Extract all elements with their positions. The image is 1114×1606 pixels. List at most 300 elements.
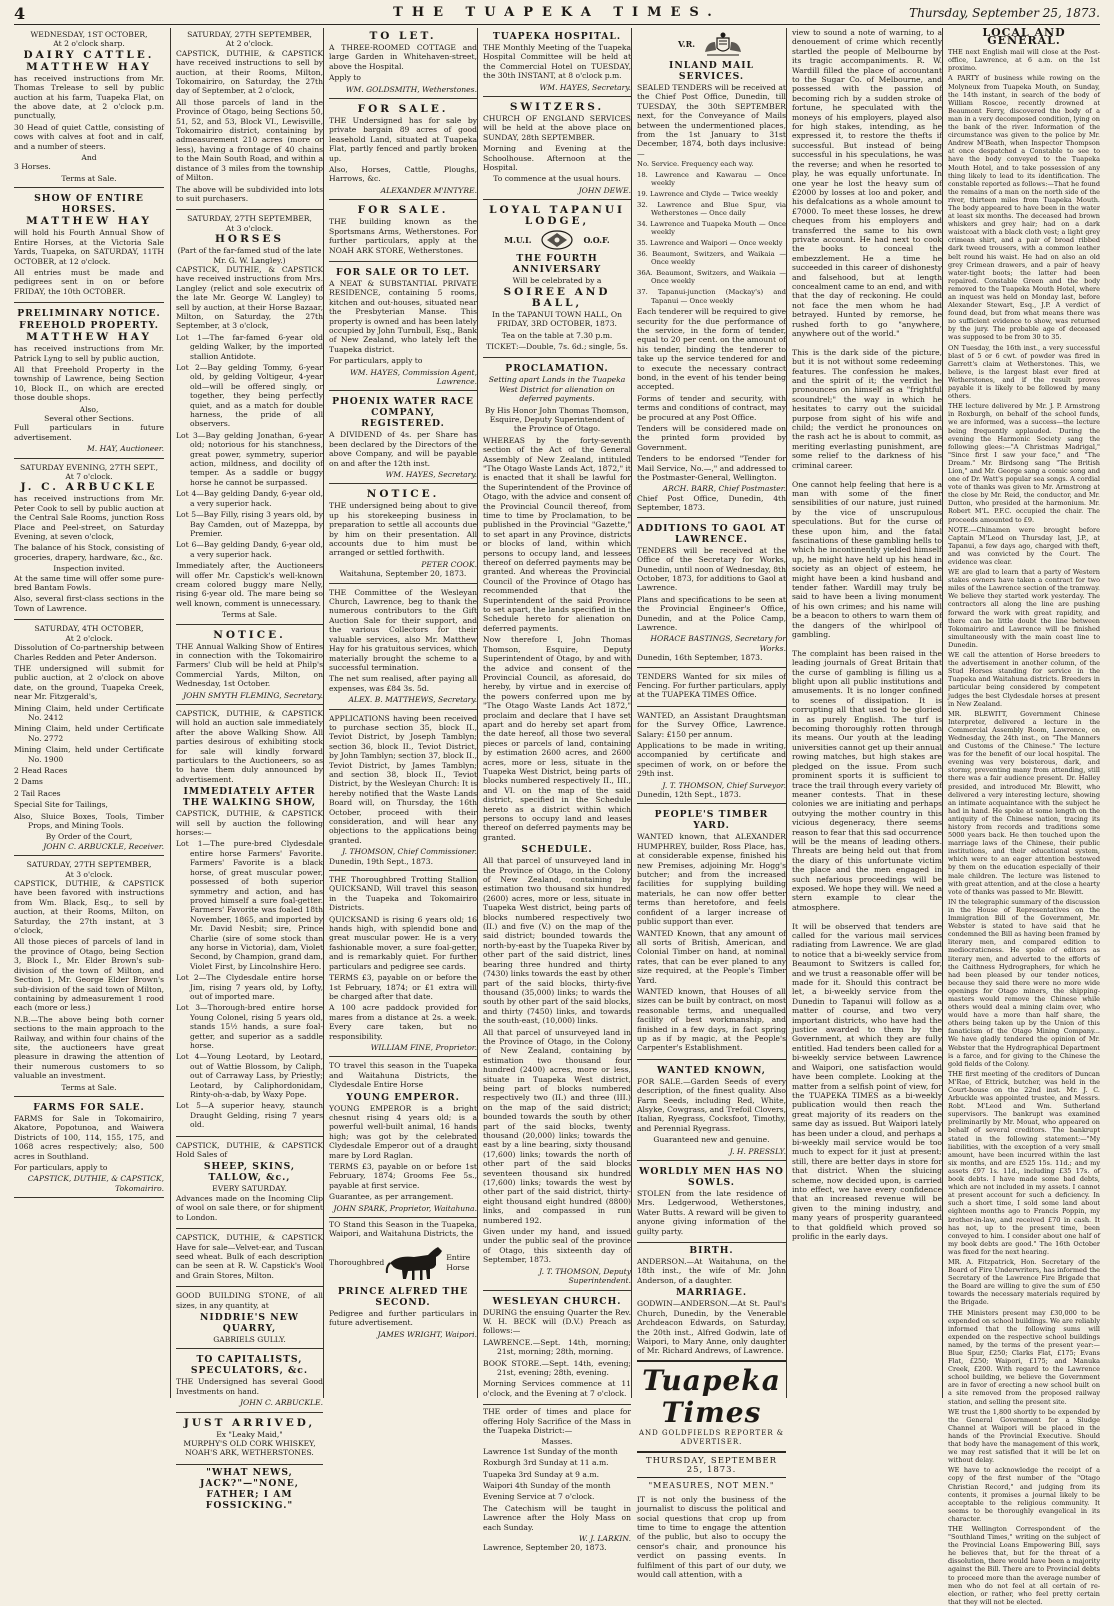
column-6 — [786, 28, 942, 1398]
ad-peoples-timber-yard — [637, 806, 786, 1059]
ad-item: 30 Head of quiet Cattle, consisting of cows with calves at foot and in calf, and a number of steers. — [14, 122, 164, 151]
ad-inland-mail — [637, 28, 786, 518]
ad-date: Lawrence, September 20, 1873. — [483, 1543, 607, 1553]
lot-item: Lot 4—Bay gelding Dandy, 6-year old, a very superior hack. — [176, 489, 323, 508]
editorial-text: IT is not only the business of the journalist to discuss the political and social questions that crop up from time to time to engage the attention of the public, but also to occupy the censor's chair, and pronounce his verdict on passing events. In fulfilment of this part of our duty, we would call attention, with a — [637, 1494, 786, 1579]
ad-heading: WESLEYAN CHURCH. — [492, 1295, 622, 1307]
editorial-nameplate — [637, 1360, 786, 1453]
event-tea: Tea on the table at 7.30 p.m. — [501, 330, 613, 340]
ad-subheading: Will be celebrated by a — [512, 276, 602, 286]
newspaper-nameplate: Tuapeka Times — [642, 1363, 781, 1429]
ad-mass-times — [483, 1407, 631, 1553]
ad-para: Applications to be made in writing, accompanied by certificate and specimen of work, on or before the 29th inst. — [637, 741, 786, 779]
list-item: Mining Claim, held under Certificate No. 1900 — [14, 745, 164, 764]
ad-terms: Terms at Sale. — [61, 1082, 117, 1092]
ad-dissolution-sale — [14, 622, 164, 856]
ad-body: THE building known as the Sportsmans Arms, Wetherstones. For further particulars, apply at the NOAH ARK STORE, Wetherstones. — [329, 217, 477, 255]
news-item: WE have to acknowledge the receipt of a copy of the first number of the "Otago Christian Record," and judging from its contents, it promises a journal likely to be acceptable to the religious community. It seems to be thoroughly evangelical in its character. — [948, 1466, 1100, 1523]
ad-signature: WM. HAYES, Secretary. — [539, 82, 631, 92]
list-item: 2 Dams — [14, 777, 43, 787]
ad-note: Guarantee, as per arrangement. — [329, 1192, 454, 1202]
ad-description: YOUNG EMPEROR is a bright chesnut rising 4 years old; is a powerful well-built animal, 16 hands high; was got by the celebrated Clydesdale Emperor out of a draught mare by Lord Raglan. — [329, 1103, 477, 1160]
ad-body: THE undersigned being about to give up his storekeeping business in preparation to settle all accounts due by him on their presentation. All accounts due to him must be arranged or settled forthwith. — [329, 501, 477, 558]
list-item: 2 Head Races — [14, 765, 68, 775]
sale-date: SATURDAY, 4TH OCTOBER, — [34, 624, 144, 634]
ad-date: Dunedin, 12th Sept., 1873. — [637, 790, 741, 800]
ad-body: has received instructions from Mr. Peter Cook to sell by public auction at the Central Sale Rooms, junction Ross Place and Peel-street, on Saturday Evening, at seven o'clock, — [14, 494, 164, 542]
news-item: WE trust the 1,800 shortly to be expended by the General Government for a Sludge Channel at Waipori will be placed in the hands of the Provincial Executive. Should that body have the management of this work, we may rest satisfied that it will be let on without delay. — [948, 1407, 1100, 1465]
oddfellows-emblem-icon — [537, 229, 577, 251]
ad-signature: J. T. THOMSON, Chief Surveyor. — [662, 780, 786, 790]
ad-inspection: Inspection invited. — [53, 564, 125, 574]
ad-horses-langley — [176, 212, 323, 624]
ad-after-walking-show — [176, 707, 323, 1137]
ad-milton-land-sale — [176, 28, 323, 210]
ad-phoenix-water-race — [329, 393, 477, 484]
news-item: ON Tuesday, the 16th inst., a very successful blast of 5 or 6 cwt. of powder was fired in Garrett's claim at Wetherstones. This, we believe, is the largest blast ever fired at Wetherstones, and if the result proves payable it is likely to be followed by many others. — [948, 343, 1100, 401]
ad-heading: INLAND MAIL SERVICES. — [669, 60, 754, 82]
ad-signature: W. J. LARKIN. — [578, 1534, 631, 1544]
ad-date: Dunedin, 19th Sept., 1873. — [329, 856, 433, 866]
lot-item: Lot 6—Bay gelding Dandy, 6-year old, a very superior hack. — [176, 540, 323, 559]
event-tickets: TICKET:—Double, 7s. 6d.; single, 5s. — [486, 341, 628, 351]
marriage-heading: MARRIAGE. — [675, 1287, 748, 1299]
ad-body: CAPSTICK, DUTHIE, & CAPSTICK will sell by auction the following horses:— — [176, 809, 323, 838]
ad-heading: PROCLAMATION. — [505, 363, 609, 375]
ad-item: Several other Sections. — [44, 413, 134, 423]
ad-body: DURING the ensuing Quarter the Rev. W. H. BECK will (D.V.) Preach as follows:— — [483, 1307, 631, 1336]
list-item: Waipori 4th Sunday of the month — [483, 1481, 611, 1490]
news-item: THE lecture delivered by Mr. J. P. Armstrong in Roxburgh, on behalf of the school funds, we are informed, was a success—the lecture being frequently applauded. During the evening the Harmonic Society sang the following glees:—"A Christmas Madrigal," "Since first I saw your face," and "The Dream." Mr. Birdsong sang "The British Lion," and Mr. George sang a comic song and one of Dr. Watt's popular sea songs. A cordial vote of thanks was given to Mr. Armstrong at the close by Mr. Reid, the conductor, and Mr. Dutton, who presided at the harmonium. Mr. Robert M'L. P.F.C. occupied the chair. The proceeds amounted to £9. — [948, 402, 1100, 524]
sale-time: At 7 o'clock. — [65, 472, 113, 481]
ad-body: CAPSTICK, DUTHIE, & CAPSTICK have received instructions from Mrs. Langley (relict and sole executrix of the late Mr. George W. Langley) to sell by auction, at their Horse Bazaar, Milton, on Saturday, the 27th September, at 3 o'clock, — [176, 264, 323, 331]
ad-item: Also, several first-class sections in the Town of Lawrence. — [14, 594, 164, 613]
lodge-oof: O.O.F. — [583, 234, 610, 245]
lot-item: Lot 1—The pure-bred Clydesdale entire horse Farmers' Favorite. Farmers' Favorite is a black horse, of great muscular power, possessed of both superior symmetry and action, and has proved himself a sure foal-getter. Farmers' Favorite was foaled 18th November, 1865, and imported by Mr. David Nesbit; sire, Prince Charlie (sire of some stock than any horse in Victoria), dam, Violet Second, by Champion, grand dam, Violet First, by Lincolnshire Hero. — [176, 839, 323, 971]
editorial-continuation: view to sound a note of warning, to a denouement of crime which recently startled the people of Melbourne by its tragic accompaniments. R. W. Wardill filled the place of accountant to the Sugar Co. of Melbourne, and possessed with the passion of becoming rich by a sudden stroke of fortune, he speculated with the moneys of his employers, played also for high stakes, intending, as he expressed it, to restore the thefts if successful. But instead of being successful in his speculations, he was the reverse; and when he resorted to play, he was equally unfortunate. In one year he lost the heavy sum of £2000 by losses at loo and poker, and his defalcations as a whole amount to £7000. To meet these losses, he drew cheques from his employers and transferred the same to his own private account. He had next to cook the books to conceal the embezzlement. He a time he succeeded in this career of dishonesty and falsehood, but at length concealment came to an end, and with that the day of reckoning. He could not face the men whom he had betrayed. Hunted by remorse, he rushed forth to go "anywhere, anywhere out of the world." This is the dark side of the picture, but it is not without some redeeming features. The confession he makes, and the spirit of it; the verdict he pronounces on himself as a "frightful scoundrel;" the way in which he hesitates to carry out the suicidal purpose from sight of his wife and child; the verdict he pronounces on the rash act he is about to commit, as meriting everlasting punishment, are some relief to the darkness of his criminal career. One cannot help feeling that here is a man with some of the finer sensibilities of our nature, just ruined by the vice of unscrupulous speculations. But for the curse of these upon him, and the fatal fascinations of these gambling hells to which he incontinently yielded himself up, he might have held up his head in society as an object of esteem, he might have been a kind husband and tender father. Wardill may truly be said to have been a living monument of his own crimes; and his name will be a beacon to others to warn them of the dangers of the whirlpool of gambling. The complaint has been raised in the leading journals of Great Britain that the curse of gambling is filling us a blight upon all public institutions and amusements. It is no longer confined to scenes of dissipation. It is corrupting all that used to be gloried in as purely English. The turf is becoming thoroughly rotten through its means. Our youth at the leading universities cannot get up their annual rowing matches, but high stakes are pledged on the issue. From such prominent sports it is sufficient to trace the trail through every variety of meaner contests. That in these colonies we are initiating and perhaps outvying the mother country in this vicious degeneracy, there seems reason to fear that this sad occurrence will be the means of leading others. Threats are being held out that from the diary of this unfortunate victim the place and the men engaged in such nefarious proceedings will be exposed. We hope they will. We need a stern example to clear the atmosphere. It will be observed that tenders are called for the various mail services radiating from Lawrence. We are glad to notice that a bi-weekly service from Beaumont to Switzers is called for, and we trust a reasonable offer will be made for it. Should this contract be let, a bi-weekly service from the Dunedin to Tapanui will follow as a matter of course, and two very important districts, who have had the justice awarded to them by the Government, at which they are fully entitled. Had tenders been called for a bi-weekly service between Lawrence and Waipori, one satisfaction would have been complete. Looking at the matter from a selfish point of view, for the TUAPEKA TIMES as a bi-weekly publication would then reach the great majority of its readers on the same day as issued. But Waipori lately has been under a cloud, and perhaps a bi-weekly mail service would be too much to expect for it just at present; still, there are better days in store for that district. When the sluicing scheme, now decided upon, is carried into effect, we have every confidence that an increased revenue will be given to the mining industry, and many years of prosperity guaranteed to that goldfield which proved so prolific in the early days. — [792, 28, 943, 1241]
ad-body: MURPHY'S OLD CORK WHISKEY, NOAH'S ARK, WETHERSTONES. — [183, 1438, 316, 1458]
column-1 — [14, 28, 164, 1398]
ad-body: CHURCH OF ENGLAND SERVICES will be held at the above place on SUNDAY, 28th SEPTEMBER. — [483, 114, 631, 142]
ad-signature: PETER COOK. — [421, 559, 477, 569]
ad-quicksand-stallion — [329, 873, 477, 1057]
ad-heading: IMMEDIATELY AFTER THE WALKING SHOW, — [182, 786, 317, 809]
lot-item: Lot 4—Young Leotard, by Leotard, out of Wattie Blossom, by Caliph, out of Carraway Lass, by Priestly; Leotard, by Caliphordonidam, Rinty-oh-a-dab, by Waxy Pope. — [176, 1052, 323, 1100]
table-row: 37. Tapanui-junction (Mackay's) and Tapanui — Once weekly — [637, 287, 786, 305]
auctioneer-name: J. C. ARBUCKLE — [20, 481, 158, 494]
ad-date: Waitahuna, September 20, 1873. — [339, 569, 467, 579]
ad-heading: NOTICE. — [213, 628, 286, 641]
ad-times: Morning and Evening at the Schoolhouse. Afternoon at the Hospital. — [483, 144, 631, 173]
ad-body: "WHAT NEWS, JACK?"—"NONE, FATHER; I AM FOSSICKING." — [200, 1466, 299, 1511]
ad-apply: Apply to — [329, 73, 361, 83]
table-row: 18. Lawrence and Kawarau — Once weekly — [637, 170, 786, 188]
crest-row — [637, 32, 786, 58]
ad-heading: NOTICE. — [366, 488, 440, 501]
ad-show-entire-horses — [14, 190, 164, 303]
sale-time: At 2 o'clock. — [65, 633, 113, 643]
ad-description: QUICKSAND is rising 6 years old; 16 hands high, with splendid bone and great muscular power. He is a very fashionable mover, a sure foal-getter, and is remarkably quiet. For further particulars and pedigree see cards. — [329, 914, 477, 971]
ad-heading: FOR SALE OR TO LET. — [336, 266, 470, 278]
list-item: Roxburgh 3rd Sunday at 11 a.m. — [483, 1458, 609, 1468]
sale-date: SATURDAY, 27TH SEPTEMBER, — [26, 860, 152, 870]
ad-body: CAPSTICK, DUTHIE, & CAPSTICK have been favored with instructions from Wm. Black, Esq., to sell by auction, at their Rooms, Milton, on Saturday, the 27th instant, at 3 o'clock, — [14, 879, 164, 936]
column-4 — [477, 28, 631, 1553]
ad-body: TENDERS will be received at the Office of the Secretary for Works, Dunedin, until noon of Wednesday, 8th October, 1873, for additions to Gaol at Lawrence. — [637, 545, 786, 593]
proclamation-para: WHEREAS by the forty-seventh section of the Act of the General Assembly of New Zealand, intituled "The Otago Waste Lands Act, 1872," it is enacted that it shall be lawful for the Superintendent of the Province of Otago, with the advice and consent of the Provincial Council thereof, from time to time by Proclamation, to be published in the Provincial "Gazette," to set apart in any Province, districts or blocks of land, within which persons to occupy land, and lessees thereof on deferred payments may be granted. And whereas the Provincial Council of the Province of Otago has recommended that the Superintendent of the said Province to set apart, the lands specified in the Schedule hereto for alienation on deferred payments. — [483, 435, 631, 633]
ad-description: Pedigree and further particulars in future advertisement. — [329, 1308, 477, 1328]
news-item: THE first meeting of the creditors of Duncan M'Rae, of Ettrick, butcher, was held in the Court-house on the 22nd inst. Mr. J. C. Arbuckle was appointed trustee, and Messrs. Robt. M'Leod and Wm. Sutherland supervisors. The bankrupt was examined preliminarily by Mr. Mouat, who appeared on behalf of several creditors. The bankrupt stated in the following statement:—"My liabilities, with the exception of a very small amount, have been incurred within the last six months, and are £525 15s. 11d.; and my assets £97 1s. 11d., including £35 17s. of book debts. I have made some bad debts, which are not included in my assets. I cannot at present account for such a deficiency. In such a short time, I sold some land about eighteen months ago to Francis Poppin, my brother-in-law, and received £70 in cash. It has not, up to the present time, been conveyed to him. I consider about one half of my book debts are good." The 16th October was fixed for the next hearing. — [948, 1069, 1100, 1256]
list-item: LAWRENCE.—Sept. 14th, morning; 21st, morning; 28th, morning. — [483, 1337, 631, 1357]
lodge-muh: M.U.I. — [504, 234, 532, 245]
ad-signature: CAPSTICK, DUTHIE, & CAPSTICK, Tokomairiro. — [27, 1174, 164, 1193]
ad-land-applications — [329, 712, 477, 872]
ad-signature: ALEX. B. MATTHEWS, Secretary. — [348, 695, 477, 705]
sale-date: WEDNESDAY, 1ST OCTOBER, — [30, 30, 148, 39]
ad-heading: SHOW OF ENTIRE HORSES. — [34, 193, 144, 216]
schedule-heading: SCHEDULE. — [521, 844, 593, 856]
table-row: 36. Beaumont, Switzers, and Waikaia — Once weekly — [637, 249, 786, 267]
ad-heading: WANTED KNOWN, — [657, 1064, 766, 1076]
ad-just-arrived — [176, 1415, 323, 1465]
ad-signature: WILLIAM FINE, Proprietor. — [370, 1042, 477, 1052]
schedule-para: All that parcel of unsurveyed land in the Province of Otago, in the Colony of New Zealand, containing by estimation two thousand six hundred (2600) acres, more or less, situate in Tuapeka West district, being parts of blocks numbered respectively two (II.) and five (V.) on the map of the said district; bounded towards the north-by-east by the Tuapeka River by other part of the said district, lines bearing three hundred and thirty (7430) links towards the east by other part of the said blocks, thirty-five thousand (35,000) links; to wards the south by other part of the said blocks, and thirty (7450) links, and towards the south-east, (10,000) links. — [483, 856, 631, 1026]
ad-proclamation — [483, 360, 631, 1290]
ad-para: Forms of tender and security, with terms and conditions of contract, may be procured at any Post Office. — [637, 393, 786, 422]
news-item: NOTE.—Chinamen were brought before Captain M'Leod on Thursday last, J.P., at Tapanui, a few days ago, charged with theft, and was convicted by the Court. The evidence was clear. — [948, 525, 1100, 566]
list-item: Tuapeka 3rd Sunday at 9 a.m. — [483, 1469, 599, 1479]
table-row: 36A. Beaumont, Switzers, and Waikaia — Once weekly — [637, 268, 786, 286]
ad-heading: PRELIMINARY NOTICE. — [17, 308, 161, 320]
vr-monogram: V.R. — [677, 39, 696, 50]
editorial-date: THURSDAY, SEPTEMBER 25, 1873. — [637, 1457, 786, 1479]
auctioneer-name: MATTHEW HAY — [26, 331, 152, 344]
ad-heading: JUST ARRIVED, — [183, 1416, 316, 1429]
ad-item: All that Freehold Property in the township of Lawrence, being Section 10, Block II., on which are erected those double shops. — [14, 364, 164, 403]
ad-note: The above will be subdivided into lots to suit purchasers. — [176, 184, 323, 203]
ad-farms-for-sale — [14, 1099, 164, 1198]
newspaper-running-title: THE TUAPEKA TIMES. — [393, 5, 721, 20]
ad-body: will hold his Fourth Annual Show of Entire Horses, at the Victoria Sale Yards, Tuapeka, on SATURDAY, 11TH OCTOBER, at 12 o'clock. — [14, 228, 164, 266]
ad-body: WANTED, an Assistant Draughtsman for the Survey Office, Lawrence. Salary: £150 per annum. — [637, 710, 786, 739]
news-item: A PARTY of business while rowing on the Molyneux from Tuapeka Mouth, on Sunday, the 14th instant, in search of the body of William Roscoe, recently drowned at Beaumont Ferry, discovered the body of a man in a very decomposed condition, lying on the bank of the river. Information of the circumstance was given to the police by Mr. Andrew M'Beath, when Inspector Thompson at once despatched a Constable to see to have the body conveyed to the Tuapeka Mouth Hotel, and to take possession of any thing likely to lead to its identification. The constable reported as follows:—That he found the remains of a man on the north side of the river, thirteen miles from Tuapeka Mouth. The body appeared to have been in the water at least six months. The deceased had brown whiskers and grey hair; had on a dark waistcoat with a black cloth vest; a light grey crimean shirt, and a pair of broad ribbed dark tweed trousers, with a common leather belt round his waist. He had on also an old grey Crimean drawers, and a pair of heavy water-tight boots; the latter had been repaired. Constable Green and the body removed to the Tuapeka Mouth Hotel, where an inquest was held on Monday last, before Alexander Stewart, Esq., J.P. A verdict of found dead, but from what means there was no sufficient evidence to show, was returned by the jury. The probable age of deceased was supposed to be from 30 to 35. — [948, 74, 1100, 342]
royal-coat-of-arms-icon — [701, 32, 745, 58]
sale-time: At 3 o'clock. — [225, 223, 274, 233]
ad-private-residence — [329, 264, 477, 391]
lot-item: Lot 2—The Clydesdale entire horse Jim, rising 7 years old, by Lofty, out of imported mare. — [176, 973, 323, 1001]
ad-milton-sections — [14, 858, 164, 1097]
ad-heading: ADDITIONS TO GAOL AT LAWRENCE. — [637, 522, 786, 545]
lot-item: Lot 2—Bay gelding Tommy, 6-year old, by gelding Voltigeur, 4-year old—will be offered singly, or together, they being perfectly quiet, and as a match for double harness, the pride of all observers. — [176, 363, 323, 429]
ad-body: THE Undersigned has several Good Investments on hand. — [176, 1377, 323, 1396]
lodge-emblem-row — [483, 229, 631, 251]
news-item: THE next English mail will close at the Post-office, Lawrence, at 6 a.m. on the 1st proximo. — [948, 48, 1100, 73]
marriage-notice: GODWIN—ANDERSON.—At St. Paul's Church, Dunedin, by the Venerable Archdeacon Edwards, on Saturday, the 20th inst., Alfred Godwin, late of Waipori, to Mary Anne, only daughter of Mr. Richard Andrews, of Lawrence. — [637, 1299, 786, 1356]
ad-wesleyan-church — [483, 1293, 631, 1406]
ad-body: By His Honor John Thomas Thomson, Esquire, Deputy Superintendent of the Province of Otago. — [484, 405, 630, 434]
ad-heading: NIDDRIE'S NEW QUARRY, — [200, 1311, 299, 1334]
ad-building-stone — [176, 1289, 323, 1349]
column-7 — [942, 26, 1100, 1606]
proclamation-given: Given under my hand, and issued under the public seal of the province of Otago, this sixteenth day of September, 1873. — [483, 1227, 631, 1265]
ad-heading: TO CAPITALISTS, SPECULATORS, &c. — [190, 1354, 309, 1377]
sale-time: At 3 o'clock. — [65, 869, 113, 879]
ad-body: STOLEN from the late residence of Mrs. Ledgerwood, Wetherstones, Water Butts. A reward will be given to anyone giving information of the guilty party. — [637, 1189, 786, 1236]
ad-apply: For particulars, apply to — [329, 356, 423, 366]
lot-item: Lot 3—Thorough-bred entire horse Young Colonel, rising 5 years old, stands 15½ hands, a sure foal-getter, and superior as a saddle horse. — [176, 1003, 323, 1050]
news-item: MR. BLEWITT, Government Chinese Interpreter, delivered a lecture in the Commercial Assembly Room, Lawrence, on Wednesday, the 24th inst., on "The Manners and Customs of the Chinese." The lecture was for the benefit of our local hospital. The evening was very boisterous, dark, and stormy, preventing many from attending, still there was a fair audience present. Dr. Halley presided, and introduced Mr. Blewitt, who delivered a very interesting lecture, showing an intimate acquaintance with the subject he had in hand. He spoke at some length on the antiquity of the Chinese nation, tracing its history from records and traditions some 5000 years back. He then touched upon the marriage laws of the Chinese, their public institutions, and their educational system, which were to an eager attention bestowed by them on the education especially of their male children. The lecture was listened to with great attention, and at the close a hearty vote of thanks was passed to Mr. Blewitt. — [948, 709, 1100, 896]
ad-body: has received instructions from Mr. Thomas Trelease to sell by public auction at his farm, Tuapeka Flat, on the above date, at 2 o'clock p.m. punctually, — [14, 73, 164, 121]
sale-date: SATURDAY, 27TH SEPTEMBER, — [187, 214, 312, 224]
lot-item: Lot 3—Bay gelding Jonathan, 6-year old; notorious for his stanchness, great power, symmetry, superior action, mildness, and docility of temper. As a saddle or buggy horse he cannot be surpassed. — [176, 430, 323, 487]
ad-body: A DIVIDEND of 4s. per Share has been declared by the Directors of the above Company, and will be payable on and after the 12th inst. — [329, 430, 477, 468]
ad-item: The balance of his Stock, consisting of groceries, drapery, hardware, &c., &c. — [14, 543, 164, 562]
ad-subheading: Masses. — [541, 1437, 573, 1447]
ad-draughtsman-wanted — [637, 709, 786, 805]
ad-seed-wheat — [176, 1231, 323, 1287]
page-number: 4 — [14, 4, 26, 23]
ad-preliminary-notice — [14, 305, 164, 458]
ad-young-emperor — [329, 1059, 477, 1218]
list-item: Morning Services commence at 11 o'clock, and the Evening at 7 o'clock. — [483, 1379, 631, 1398]
table-row: 19. Lawrence and Clyde — Twice weekly — [637, 190, 778, 199]
ad-heading: SWITZERS. — [509, 101, 605, 114]
lot-item: Lot 5—A superior heavy, staunch Draught Gelding, rising 7 years old. — [176, 1101, 323, 1130]
news-item: THE Ministers present may £30,000 to be expended on school buildings. We are reliably informed that the following sums will expended on the respective school buildings named, by the terms of the present year:—Blue Spur, £250; Clarks Flat, £175; Evans Flat, £250; Waipori, £175; and Manuka Creek, £200. With regard to the Lawrence school building, we believe the Government are in favor of erecting a new school built on a site removed from the proposed railway station, and selling the present site. — [948, 1308, 1100, 1406]
ad-item: All those parcels of land in the Province of Otago, being Sections 50, 51, 52, and 53, Block VI., Lewisville, Tokomairiro district, containing by admeasurement 210 acres (more or less), having a frontage of 40 chains to the Main South Road, and within a distance of 3 miles from the township of Milton. — [176, 97, 323, 183]
lot-item: Lot 5—Bay Filly, rising 3 years old, by Bay Camden, out of Mazeppa, by Premier. — [176, 510, 323, 538]
section-heading: LOCAL AND GENERAL. — [982, 26, 1066, 48]
sale-date: SATURDAY EVENING, 27TH SEPT., — [19, 462, 159, 472]
ad-body: THE Undersigned has for sale by private bargain 89 acres of good leasehold Land, situated at Tuapeka Flat, partly fenced and partly broken up. — [329, 116, 477, 163]
ad-body: TO travel this season in the Tuapeka and Waitahuna Districts, the Clydesdale Entire Horse — [329, 1061, 477, 1090]
ad-walking-show-notice — [176, 627, 323, 705]
ad-heading: FOR SALE. — [357, 204, 449, 217]
ad-arbuckle-evening-sale — [14, 461, 164, 621]
ad-body: TO Stand this Season in the Tuapeka, Waipori, and Waitahuna Districts, the — [329, 1220, 477, 1239]
ad-body: WANTED Known, that any amount of all sorts of British, American, and Colonial Timber on hand, at nominal rates, that can be ever planed to any size required, at the People's Timber Yard. — [637, 928, 786, 985]
ad-body: THE order of times and place for offering Holy Sacrifice of the Mass in the Tuapeka District:— — [483, 1407, 631, 1435]
ad-note: Immediately after, the Auctioneers will offer Mr. Capstick's well-known cream colored buggy mare Nelly, rising 6-year old. The mare being so well known, comment is unnecessary. — [176, 561, 323, 608]
event-place: In the TAPANUI TOWN HALL, On FRIDAY, 3RD OCTOBER, 1873. — [492, 309, 622, 329]
ad-body: has received instructions from Mr. Patrick Lyng to sell by public auction, — [14, 344, 164, 363]
auctioneer-name: MATTHEW HAY — [26, 215, 152, 228]
ad-sportsmans-arms — [329, 202, 477, 262]
sale-time: At 2 o'clock. — [225, 39, 274, 49]
ad-body: SEALED TENDERS will be received at the Chief Post Office, Dunedin, till TUESDAY, the 30th SEPTEMBER next, for the Conveyance of Mails between the undermentioned places, from the 1st January to 31st December, 1874, both days inclusive:— — [637, 83, 786, 158]
ad-terms: TERMS £3, payable on or before the 1st February, 1874; or £1 extra will be charged after that date. — [329, 973, 477, 1001]
lot-item: Lot 1—The far-famed 6-year old gelding Walker, by the imported stallion Antidote. — [176, 332, 323, 361]
masthead — [14, 4, 1100, 25]
ad-signature: JOHN SPARK, Proprietor, Waitahuna. — [333, 1203, 477, 1213]
ad-signature: J. THOMSON, Chief Commissioner. — [342, 847, 477, 857]
ad-subheading: Setting apart Lands in the Tuapeka West District for alienation on deferred payments. — [488, 375, 626, 404]
ad-signature: JOHN DEWE. — [578, 185, 631, 195]
ad-heading: HORSES — [215, 233, 284, 246]
ad-body: WANTED known, that Houses of all sizes can be built by contract, on most reasonable terms, and unequalled facility of best workmanship, and finished in a few days, in fact spring up as if by magic, at the People's Carpenter's Establishment. — [637, 986, 786, 1053]
issue-date: Thursday, September 25, 1873. — [909, 6, 1100, 20]
column-5 — [631, 28, 786, 1579]
ad-terms: TERMS £3, payable on or before 1st February, 1874; Grooms Fee 5s., payable at first service. — [329, 1162, 477, 1190]
ad-body: WANTED known, that ALEXANDER HUMPHREY, builder, Ross Place, has, at considerable expense, finished his new Premises, adjoining Mr. Hogg's butcher; and from the increased facilities for supplying building materials, he can now offer better terms than heretofore, and feels confident of a larger increase of public support than ever. — [637, 832, 786, 927]
ad-switzers-church — [483, 99, 631, 200]
ad-body: THE undersigned will submit for public auction, at 2 o'clock on above date, on the ground, Tuapeka Creek, near Mr. Fitzgerald's, — [14, 663, 164, 702]
horse-label-right: Entire Horse — [446, 1253, 471, 1272]
ad-heading: FOR SALE. — [357, 103, 449, 116]
horse-name: YOUNG EMPEROR. — [346, 1091, 460, 1103]
ad-sheep-skins — [176, 1139, 323, 1229]
ad-heading: PEOPLE'S TIMBER YARD. — [654, 809, 769, 832]
ad-signature: GABRIELS GULLY. — [213, 1334, 286, 1344]
ad-note: Full particulars in future advertisement. — [14, 423, 164, 442]
ad-signature: ALEXANDER M'INTYRE. — [380, 185, 477, 195]
ad-intro: Dissolution of Co-partnership between Charles Redden and Peter Anderson. — [14, 643, 164, 662]
ad-body: THE Thoroughbred Trotting Stallion QUICKSAND, Will travel this season in the Tuapeka and Tokomairiro Districts. — [329, 875, 477, 913]
ad-body: FOR SALE.—Garden Seeds of every description, of the finest quality. Also Farm Seeds, including Red, White, Alsyke, Cowgrass, and Trefoil Clovers, Italian, Ryegrass, Cocksfoot, Timothy, and Perennial Ryegrass. — [637, 1076, 786, 1133]
ad-also: Also, — [79, 404, 99, 414]
column-3 — [323, 28, 477, 1398]
ad-peter-cook-notice — [329, 486, 477, 583]
ad-note: N.B.—The above being both corner sections to the main approach to the Railway, and within four chains of the site, the auctioneers have great pleasure in drawing the attention of their numerous customers to so valuable an investment. — [14, 1014, 164, 1081]
ad-subheading: (Part of the far-famed stud of the late Mr. G. W. Langley.) — [177, 246, 322, 265]
ad-tuapeka-hospital — [483, 28, 631, 97]
ad-note: For particulars, apply to — [14, 1163, 108, 1172]
sale-date: SATURDAY, 27TH SEPTEMBER, — [187, 30, 312, 39]
ad-signature: ARCH. BARR, Chief Postmaster. — [662, 484, 786, 494]
ad-note: All entries must be made and pedigrees sent in on or before FRIDAY, the 10th OCTOBER. — [14, 267, 164, 296]
notices-birth-marriage — [637, 1245, 786, 1356]
ad-body: APPLICATIONS having been received to purchase section 35, block II., Teviot District, by Joseph Tamblyn; section 36, block II., Teviot District, by John Tamblyn; section 37, block II., Teviot District, by James Tamblyn; and section 38, block II., Teviot District, by the Wesleyan Church: It is hereby notified that the Waste Lands Board will, on Thursday, the 16th October, proceed with their consideration, and will hear any objections to the applications being granted. — [329, 713, 477, 845]
ad-para: Each tenderer will be required to give security for the due performance of the service, in the form of tender, equal to 20 per cent. on the amount of his tender, binding the tenderer to take up the service tendered for and to execute the necessary contract bond, in the event of his tender being accepted. — [637, 307, 786, 392]
ad-to-let — [329, 28, 477, 99]
ad-body: CAPSTICK, DUTHIE, & CAPSTICK have received instructions to sell by auction, at their Rooms, Milton, Tokomairiro, on Saturday, the 27th day of September, at 2 o'clock, — [176, 48, 323, 96]
horse-name: PRINCE ALFRED THE SECOND. — [337, 1285, 469, 1308]
ad-body: CAPSTICK, DUTHIE, & CAPSTICK will hold an auction sale immediately after the above Walking Show. All parties desirous of exhibiting stock for sale will kindly forward particulars to the Auctioneers, so as to have them duly announced by advertisement. — [176, 709, 323, 784]
ad-body: THE Committee of the Wesleyan Church, Lawrence, beg to thank the numerous contributors to the Gift Auction Sale for their support, and the various Collectors for their valuable services, also Mr. Matthew Hay for his gratuitous services, which materially brought the scheme to a successful termination. — [329, 587, 477, 672]
proclamation-para: Now therefore I, John Thomas Thomson, Esquire, Deputy Superintendent of Otago, by and with the advice and consent of the Provincial Council, as aforesaid, do hereby, by virtue and in exercise of the powers conferred upon me by "The Otago Waste Lands Act 1872," proclaim and declare that I have set apart and do hereby set apart from the date hereof, all those two several pieces or parcels of land, containing by estimation 2600 acres, and 2600 acres, more or less, situate in the Tuapeka West District, being parts of blocks numbered respectively II., III., and VI. on the map of the said district, specified in the Schedule hereto as a district within which persons to occupy land and leases thereof on deferred payments may be granted. — [483, 635, 631, 842]
column-2 — [170, 28, 323, 1511]
list-item: The Catechism will be taught in Lawrence after the Holy Mass on each Sunday. — [483, 1503, 631, 1532]
ad-body: CAPSTICK, DUTHIE, & CAPSTICK Have for sale—Velvet-ear, and Tuscan seed wheat. Bulk of each description can be seen at R. W. Capstick's Wool and Grain Stores, Milton. — [176, 1233, 323, 1280]
auctioneer-name: MATTHEW HAY — [26, 60, 152, 73]
list-item: Special Site for Tailings, — [14, 800, 108, 810]
horse-label-left: Thoroughbred — [329, 1258, 385, 1268]
ad-terms: Terms at Sale. — [61, 173, 117, 183]
ad-body: A THREE-ROOMED COTTAGE and large Garden in Whitehaven-street, above the Hospital. — [329, 43, 477, 71]
news-item: IN the telegraphic summary of the discussion in the House of Representatives on the Immigration Bill of the Government, Mr. Webster is stated to have said that he condemned the Bill as having been framed by literary men, and compared edition to mediocraticness. He spoke of editors as literary men, and adverted to the efforts of the Caithness Hydrographers, for which he had been pleased by our tender notices, because they said there were no more wide openings for Otago miners, the shipping-masters would remove the Chinese while others would deal a mining claim over, who would have a more than half share, the others being taken up by the Union of this fanaticism of the Otago Mining Company... We have gladly tendered the opinion of Mr. Webster that the Hydrographical Department is a farce, and for giving to the Chinese the gold fields of the Colony. — [948, 897, 1100, 1068]
ad-para: Tenders to be endorsed "Tender for Mail Service, No.—," and addressed to the Postmaster-General, Wellington. — [637, 454, 786, 483]
ad-note: Advances made on the Incoming Clip of wool on sale there, or for shipment to London. — [176, 1193, 323, 1222]
table-row: 34. Lawrence and Tuapeka Mouth — Once weekly — [637, 219, 786, 237]
ad-body: THE Annual Walking Show of Entires in connection with the Tokomairiro Farmers' Club will be held at Philp's Commercial Yards, Milton, on Wednesday, 1st October. — [176, 641, 323, 689]
list-item: Mining Claim, held under Certificate No. 2412 — [14, 703, 164, 722]
ad-worldly-men — [637, 1163, 786, 1243]
ad-para: Plans and specifications to be seen at the Provincial Engineer's Office, Dunedin, and at the Police Camp, Lawrence. — [637, 594, 786, 632]
ad-note: To commence at the usual hours. — [493, 174, 621, 184]
event-name: SOIREE AND BALL, — [503, 285, 611, 309]
ad-prince-alfred — [329, 1220, 477, 1339]
ad-heading: FARMS FOR SALE. — [33, 1101, 145, 1113]
ad-terms: Terms at Sale. — [221, 610, 278, 620]
list-item: Mining Claim, held under Certificate No. 2772 — [14, 724, 164, 743]
ad-heading: THE FOURTH ANNIVERSARY — [512, 253, 602, 276]
ad-heading: TO LET. — [369, 30, 437, 42]
ad-fencing-tenders — [637, 670, 786, 707]
ad-item: All those pieces of parcels of land in the province of Otago, being Section 3, Block I., Mr. Elder Brown's sub-division of the town of Milton, and Section 1, Mr. George Elder Brown's sub-division of the said town of Milton, containing by admeasurement 1 rood each (more or less.) — [14, 937, 164, 1013]
table-header: No. Service. Frequency each way. — [637, 160, 754, 169]
ad-body: A NEAT & SUBSTANTIAL PRIVATE RESIDENCE, containing 5 rooms, kitchen and out-houses, situated near the Presbyterian Manse. This property is owned and has been lately occupied by John Turnbull, Esq., Bank of New Zealand, who lately left the Tuapeka district. — [329, 278, 477, 354]
ad-also: Also, Horses, Cattle, Ploughs, Harrows, &c. — [329, 165, 477, 184]
lodge-title: LOYAL TAPANUI LODGE, — [489, 204, 625, 228]
ad-and: And — [81, 153, 97, 163]
schedule-para: All that parcel of unsurveyed land in the Province of Otago, in the Colony of New Zealand, containing by estimation two thousand four hundred (2400) acres, more or less, situate in Tuapeka West district, being part of blocks numbered respectively two (II.) and three (III.) on the map of the said district; bounded towards the south by other part of the said blocks, twenty thousand (20,000) links; towards the east by a line bearing, sixty thousand (17,600) links; towards the north of other part of the said blocks seventeen thousand six hundred (17,600) links; towards the west by other part of the said district, thirty-eight thousand eight hundred (8800) links, and compassed in run numbered 192. — [483, 1027, 631, 1225]
ad-heading: DAIRY CATTLE. — [23, 48, 155, 61]
ad-dairy-cattle — [14, 28, 164, 188]
ad-item: At the same time will offer some pure-bred Bantam Fowls. — [14, 573, 164, 593]
news-item: WE call the attention of Horse breeders to the advertisement in another column, of the Stud Horses standing for service in the Tuapeka and Waitahuna districts. Breeders in particular being considered by competent judges the best Clydesdale horses at present in New Zealand. — [948, 651, 1100, 708]
ad-signature: M. HAY, Auctioneer. — [86, 444, 164, 454]
ad-signature: J. H. PRESSLY. — [729, 1146, 786, 1156]
ad-subheading: FREEHOLD PROPERTY. — [19, 320, 159, 332]
ad-wesleyan-thanks — [329, 586, 477, 710]
list-item: Also, Sluice Boxes, Tools, Timber Props, and Mining Tools. — [14, 811, 164, 830]
ad-date: Chief Post Office, Dunedin, 4th September, 1873. — [637, 493, 786, 513]
ad-net-sum: The net sum realised, after paying all expenses, was £84 3s. 5d. — [329, 674, 477, 693]
ad-heading: WORLDLY MEN HAS NO SOWLS. — [639, 1166, 784, 1189]
ad-date: Dunedin, 16th September, 1873. — [637, 653, 763, 663]
list-item: 2 Tail Races — [14, 788, 61, 798]
horse-illustration — [384, 1243, 446, 1283]
ad-tapanui-lodge — [483, 202, 631, 358]
ad-what-news — [176, 1467, 323, 1511]
list-item: Lawrence 1st Sunday of the month — [483, 1446, 618, 1456]
ad-body: THE Monthly Meeting of the Tuapeka Hospital Committee will be held at the Commercial Hotel on TUESDAY, the 30th INSTANT, at 8 o'clock p.m. — [483, 43, 631, 81]
ad-signature: JAMES WRIGHT, Waipori. — [377, 1329, 477, 1339]
ad-for-sale-land — [329, 101, 477, 200]
ad-gaol-additions — [637, 520, 786, 668]
ad-signature: J. T. THOMSON, Deputy Superintendent. — [539, 1266, 631, 1286]
ad-body: FARMS for Sale in Tokomairiro, Akatore, Popotunoa, and Waiwera Districts of 100, 114, 155, 175, and 1068 acres respectively; also, 500 acres in Southland. — [14, 1113, 164, 1161]
ad-note: A 100 acre paddock provided for mares from a distance at 2s. a week. Every care taken, but no responsibility. — [329, 1003, 477, 1041]
birth-heading: BIRTH. — [689, 1245, 734, 1257]
ad-signature: HORACE BASTINGS, Secretary for Works. — [650, 634, 786, 653]
nameplate-subtitle: AND GOLDFIELDS REPORTER & ADVERTISER. — [638, 1428, 785, 1447]
birth-notice: ANDERSON.—At Waitahuna, on the 18th inst., the wife of Mr. John Anderson, of a daughter. — [637, 1257, 786, 1285]
table-row: 32. Lawrence and Blue Spur, via Wetherstones — Once daily — [637, 200, 786, 218]
ad-heading: TUAPEKA HOSPITAL. — [492, 31, 622, 42]
editorial-motto: "MEASURES, NOT MEN." — [648, 1481, 775, 1491]
list-item: Evening Service at 7 o'clock. — [483, 1492, 595, 1502]
table-row: 35. Lawrence and Waipori — Once weekly — [637, 239, 783, 247]
ad-subheading: EVERY SATURDAY. — [212, 1184, 287, 1194]
ad-subheading: Ex "Leaky Maid," — [216, 1429, 283, 1439]
list-item: BOOK STORE.—Sept. 14th, evening; 21st, evening; 28th, evening. — [483, 1358, 631, 1377]
ad-order: By Order of the Court, — [45, 832, 133, 842]
ad-signature: JOHN C. ARBUCKLE. — [240, 1398, 323, 1408]
ad-note: Guaranteed new and genuine. — [653, 1135, 770, 1145]
ad-item: 3 Horses. — [14, 162, 51, 172]
ad-body: CAPSTICK, DUTHIE, & CAPSTICK Hold Sales of — [176, 1140, 323, 1160]
ad-para: Tenders will be considered made on the printed form provided by Government. — [637, 424, 786, 452]
ad-signature: WM. HAYES, Commission Agent, Lawrence. — [349, 367, 477, 386]
news-item: WE are glad to learn that a party of Western stakes owners have taken a contract for two miles of the Lawrence section of the tramway. We believe they started work yesterday. The contractors all along the line are pushing forward the work with great rapidity, and there can be little doubt the line between Tokomairiro and Lawrence will be finished simultaneously with the main coast line to Dunedin. — [948, 568, 1100, 649]
ad-garden-seeds — [637, 1062, 786, 1161]
news-item: THE Wellington Correspondent of the "Southland Times," writing on the subject of the Provincial Loans Empowering Bill, says he believes that, but for the threat of a dissolution, there would have been a majority against the Bill. There are to Provincial debts to proceed more than the average number of men who do not feel at all certain of re-election, or rather, who feel pretty certain that they will not be elected. — [948, 1524, 1100, 1606]
news-item: MR. A. Fitzpatrick, Hon. Secretary of the Board of Fire Underwriters, has informed the Secretary of the Lawrence Fire Brigade that the Board are willing to give the sum of £50 towards the necessary materials required by the Brigade. — [948, 1257, 1100, 1307]
ad-signature: WM. GOLDSMITH, Wetherstones. — [345, 84, 477, 94]
ad-heading: SHEEP, SKINS, TALLOW, &c., — [203, 1161, 296, 1184]
ad-heading: PHOENIX WATER RACE COMPANY, REGISTERED. — [332, 396, 474, 430]
